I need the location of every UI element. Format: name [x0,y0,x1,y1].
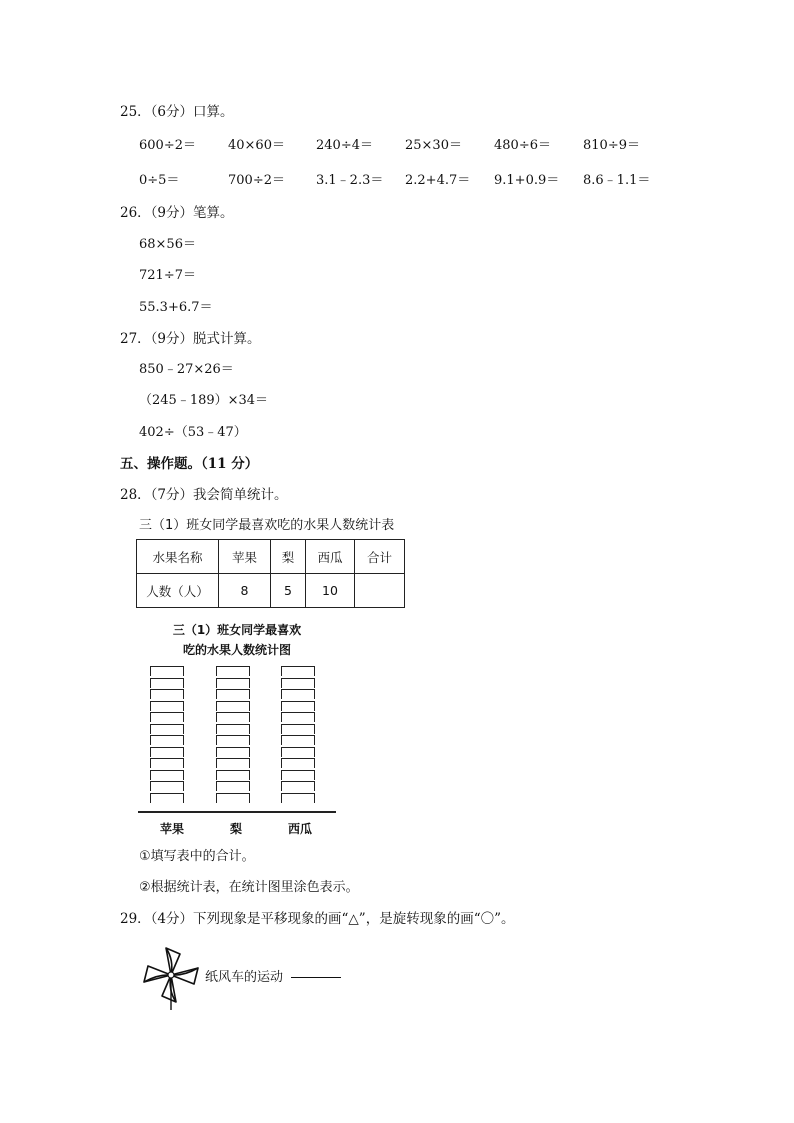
table-cell: 5 [271,574,306,608]
bar-cell[interactable] [150,735,184,745]
bar-cell[interactable] [281,735,315,745]
bar-cell[interactable] [150,689,184,699]
oral-calc-item: 240÷4＝ [316,138,373,153]
written-calc-item: 68×56＝ [139,237,196,252]
table-data-row [137,574,405,608]
table-cell: 合计 [355,540,405,574]
bar-cell[interactable] [150,747,184,757]
bar-cell[interactable] [281,678,315,688]
bar-cell[interactable] [281,666,315,676]
q25-header: 25．（6分）口算。 [120,104,234,120]
stepwise-calc-item: 850﹣27×26＝ [139,362,234,377]
fruit-bar-chart [138,615,336,837]
bar-cell[interactable] [281,793,315,803]
oral-calc-item: 2.2+4.7＝ [405,173,471,188]
bar-cell[interactable] [281,724,315,734]
oral-calc-item: 480÷6＝ [494,138,551,153]
pinwheel-icon [136,942,206,1010]
table-cell: 10 [306,574,355,608]
bar-cell[interactable] [281,712,315,722]
table-cell: 梨 [271,540,306,574]
stepwise-calc-item: 402÷（53﹣47） [139,425,247,440]
tick-label: 梨 [229,822,242,836]
bar-cell[interactable] [150,781,184,791]
table-cell: 苹果 [219,540,271,574]
bar-cell[interactable] [150,701,184,711]
q29-header: 29．（4分）下列现象是平移现象的画“△”，是旋转现象的画“〇”。 [120,911,515,927]
table-cell: 水果名称 [137,540,219,574]
written-calc-item: 55.3+6.7＝ [139,300,213,315]
written-calc-item: 721÷7＝ [139,268,196,283]
bar-cell[interactable] [281,747,315,757]
bar-cell[interactable] [216,758,250,768]
oral-calc-item: 9.1+0.9＝ [494,173,560,188]
q29-item1-label: 纸风车的运动 [205,970,284,985]
q28-sub2: ②根据统计表，在统计图里涂色表示。 [139,880,359,895]
section-heading: 五、操作题。（11 分） [120,456,259,472]
bar-cell[interactable] [216,689,250,699]
bar-cell[interactable] [216,747,250,757]
bar-cell[interactable] [216,701,250,711]
bar-cell[interactable] [281,701,315,711]
oral-calc-item: 25×30＝ [405,138,462,153]
bar-cell[interactable] [150,678,184,688]
chart-baseline [138,811,336,813]
oral-calc-item: 3.1﹣2.3＝ [316,173,384,188]
q28-header: 28．（7分）我会简单统计。 [120,487,288,503]
oral-calc-item: 600÷2＝ [139,138,196,153]
bar-cell[interactable] [216,666,250,676]
bar-cell[interactable] [150,666,184,676]
bar-cell[interactable] [281,770,315,780]
bar-cell[interactable] [281,781,315,791]
table-cell: 西瓜 [306,540,355,574]
table-title: 三（1）班女同学最喜欢吃的水果人数统计表 [139,518,395,533]
bar-cell[interactable] [150,793,184,803]
bar-cell[interactable] [216,793,250,803]
bar-西瓜[interactable] [281,666,315,804]
bar-cell[interactable] [281,758,315,768]
chart-title-line2: 吃的水果人数统计图 [182,643,291,657]
chart-title-line1: 三（1）班女同学最喜欢 [172,623,302,637]
bar-cell[interactable] [216,770,250,780]
bar-cell[interactable] [216,712,250,722]
bar-cell[interactable] [281,689,315,699]
tick-label: 西瓜 [287,822,312,836]
oral-calc-item: 700÷2＝ [228,173,285,188]
total-answer-cell[interactable] [355,574,405,608]
fruit-count-table [136,539,405,608]
q28-sub1: ①填写表中的合计。 [139,849,255,864]
bar-cell[interactable] [216,678,250,688]
oral-calc-item: 40×60＝ [228,138,285,153]
bar-cell[interactable] [150,712,184,722]
bar-梨[interactable] [216,666,250,804]
bar-cell[interactable] [150,758,184,768]
oral-calc-item: 810÷9＝ [583,138,640,153]
oral-calc-item: 0÷5＝ [139,173,180,188]
table-cell: 人数（人） [137,574,219,608]
table-cell: 8 [219,574,271,608]
q29-item1 [205,970,341,986]
bar-苹果[interactable] [150,666,184,804]
bar-cell[interactable] [150,724,184,734]
oral-calc-item: 8.6﹣1.1＝ [583,173,651,188]
q27-header: 27．（9分）脱式计算。 [120,331,261,347]
bar-cell[interactable] [216,724,250,734]
bar-cell[interactable] [216,781,250,791]
table-header-row [137,540,405,574]
bar-cell[interactable] [216,735,250,745]
bar-cell[interactable] [150,770,184,780]
stepwise-calc-item: （245﹣189）×34＝ [139,393,269,408]
tick-label: 苹果 [159,822,184,836]
q26-header: 26．（9分）笔算。 [120,205,234,221]
answer-blank[interactable] [291,977,341,978]
